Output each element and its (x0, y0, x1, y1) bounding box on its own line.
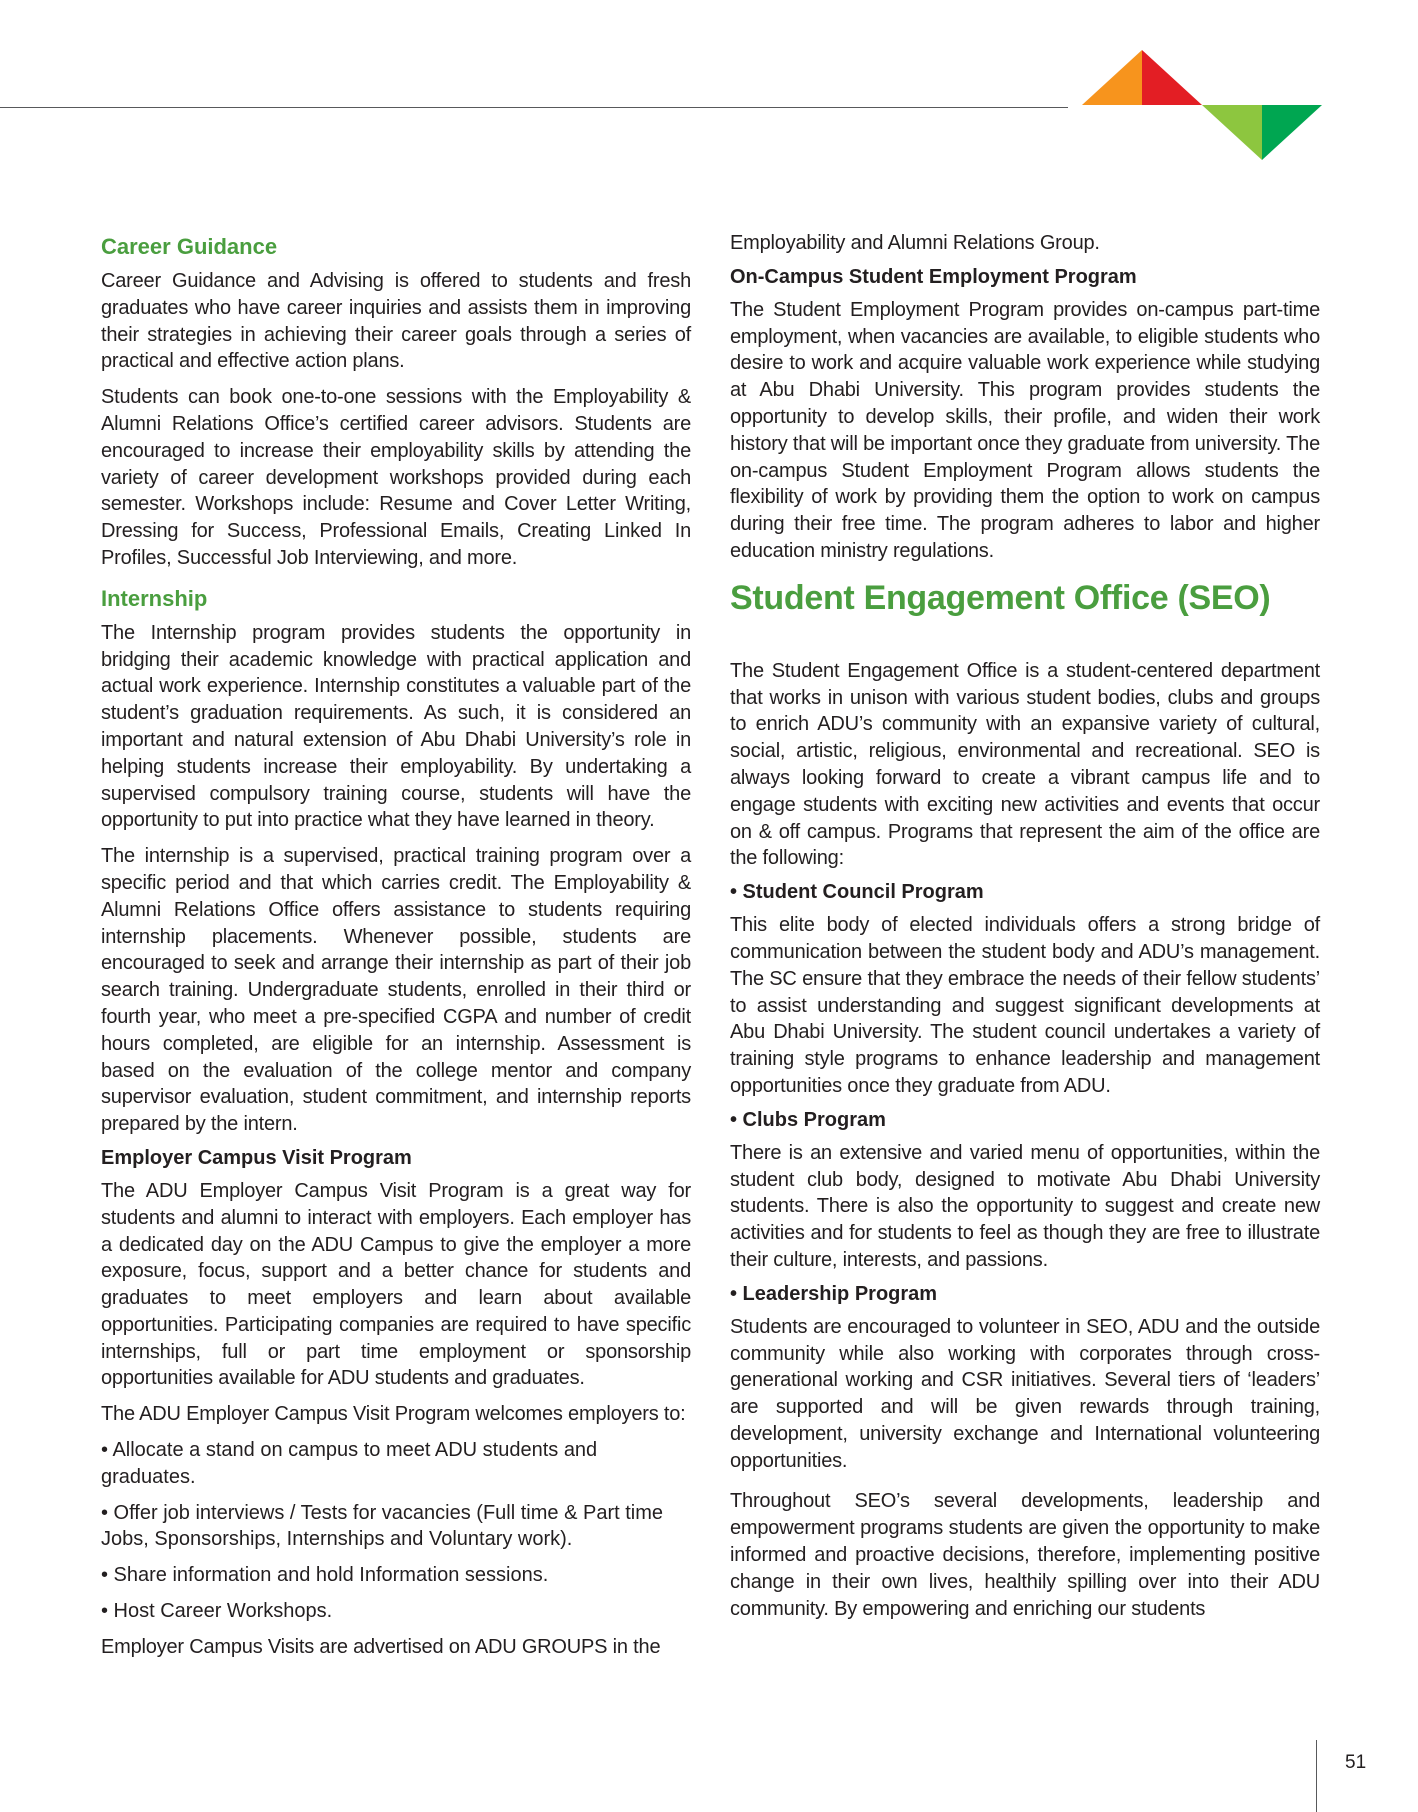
student-council-heading: • Student Council Program (730, 881, 984, 904)
right-column (730, 230, 1320, 1631)
student-council-paragraph: This elite body of elected individuals offers a strong bridge of communication between the student body and ADU’s management. The SC ensure that they embrace the needs of their fellow students’ to assist understanding and suggest significant developments at Abu Dhabi University. The student council undertakes a variety of training style programs to enhance leadership and management opportunities once they graduate from ADU. (730, 914, 1320, 1097)
leadership-program-paragraph: Students are encouraged to volunteer in SEO, ADU and the outside community while also working with corporates through cross-generational working and CSR initiatives. Several tiers of ‘leaders’ are supported and will be given rewards through training, development, university exchange and International volunteering opportunities. (730, 1315, 1320, 1472)
career-guidance-heading: Career Guidance (101, 234, 278, 259)
on-campus-employment-heading: On-Campus Student Employment Program (730, 265, 1137, 288)
triangle-logo-icon (1082, 50, 1322, 164)
internship-paragraph-2: The internship is a supervised, practical training program over a specific period and that which carries credit. The Employability & Alumni Relations Office offers assistance to students requiring internship placements. Whenever possible, students are encouraged to seek and arrange their internship as part of their job search training. Undergraduate students, enrolled in their third or fourth year, who meet a pre-specified CGPA and number of credit hours completed, are eligible for an internship. Assessment is based on the evaluation of the college mentor and company supervisor evaluation, student commitment, and internship reports prepared by the intern. (101, 845, 691, 1136)
career-guidance-paragraph-2: Students can book one-to-one sessions with the Employability & Alumni Relations Office’s certified career advisors. Students are encouraged to increase their employability skills by attending the variety of career development workshops provided during each semester. Workshops include: Resume and Cover Letter Writing, Dressing for Success, Professional Emails, Creating Linked In Profiles, Successful Job Interviewing, and more. (101, 386, 691, 569)
header-rule (0, 107, 1068, 108)
career-guidance-paragraph-1: Career Guidance and Advising is offered to students and fresh graduates who have career inquiries and assists them in improving their strategies in achieving their career goals through a series of practical and effective action plans. (101, 270, 691, 373)
closing-paragraph: Throughout SEO’s several developments, leadership and empowerment programs students are given the opportunity to make informed and proactive decisions, therefore, implementing positive change in their own lives, healthily spilling over into their ADU community. By empowering and enriching our students (730, 1490, 1320, 1620)
on-campus-employment-paragraph: The Student Employment Program provides on-campus part-time employment, when vacancies are available, to eligible students who desire to work and acquire valuable work experience while studying at Abu Dhabi University. This program provides students the opportunity to develop skills, their profile, and widen their work history that will be important once they graduate from university. The on-campus Student Employment Program allows students the flexibility of work by providing them the option to work on campus during their free time. The program adheres to labor and higher education ministry regulations. (730, 298, 1320, 562)
employer-visit-paragraph-1: The ADU Employer Campus Visit Program is a great way for students and alumni to interact with employers. Each employer has a dedicated day on the ADU Campus to give the employer a more exposure, focus, support and a better chance for students and graduates to meet employers and learn about available opportunities. Participating companies are required to have specific internships, full or part time employment or sponsorship opportunities available for ADU students and graduates. (101, 1179, 691, 1390)
employer-visit-heading: Employer Campus Visit Program (101, 1146, 412, 1169)
clubs-program-paragraph: There is an extensive and varied menu of opportunities, within the student club body, designed to motivate Abu Dhabi University students. There is also the opportunity to suggest and create new activities and for students to feel as though they are free to illustrate their culture, interests, and passions. (730, 1141, 1320, 1271)
employer-visit-paragraph-2: The ADU Employer Campus Visit Program welcomes employers to: (101, 1403, 686, 1426)
footer-rule (1316, 1740, 1317, 1812)
internship-heading: Internship (101, 585, 208, 611)
employer-bullet-1: • Allocate a stand on campus to meet ADU students and graduates. (101, 1439, 598, 1488)
employer-bullet-3: • Share information and hold Information sessions. (101, 1564, 549, 1587)
internship-paragraph-1: The Internship program provides students the opportunity in bridging their academic knowledge with practical application and actual work experience. Internship constitutes a valuable part of the student’s graduation requirements. As such, it is considered an important and natural extension of Abu Dhabi University’s role in helping students increase their employability. By undertaking a supervised compulsory training course, students will have the opportunity to put into practice what they have learned in theory. (101, 621, 691, 832)
continuation-line: Employability and Alumni Relations Group. (730, 232, 1100, 254)
employer-bullet-4: • Host Career Workshops. (101, 1600, 333, 1623)
employer-bullet-2: • Offer job interviews / Tests for vacancies (Full time & Part time Jobs, Sponsorships, Internships and Voluntary work). (101, 1501, 664, 1551)
clubs-program-heading: • Clubs Program (730, 1108, 886, 1131)
page-number: 51 (1345, 1752, 1367, 1773)
employer-visit-paragraph-3: Employer Campus Visits are advertised on ADU GROUPS in the (101, 1635, 661, 1658)
leadership-program-heading: • Leadership Program (730, 1282, 938, 1305)
seo-section-heading: Student Engagement Office (SEO) (730, 578, 1271, 617)
left-column (101, 228, 691, 1670)
seo-intro-paragraph: The Student Engagement Office is a student-centered department that works in unison with various student bodies, clubs and groups to enrich ADU’s community with an expansive variety of cultural, social, artistic, religious, environmental and recreational. SEO is always looking forward to create a vibrant campus life and to engage students with exciting new activities and events that occur on & off campus. Programs that represent the aim of the office are the following: (730, 659, 1320, 870)
